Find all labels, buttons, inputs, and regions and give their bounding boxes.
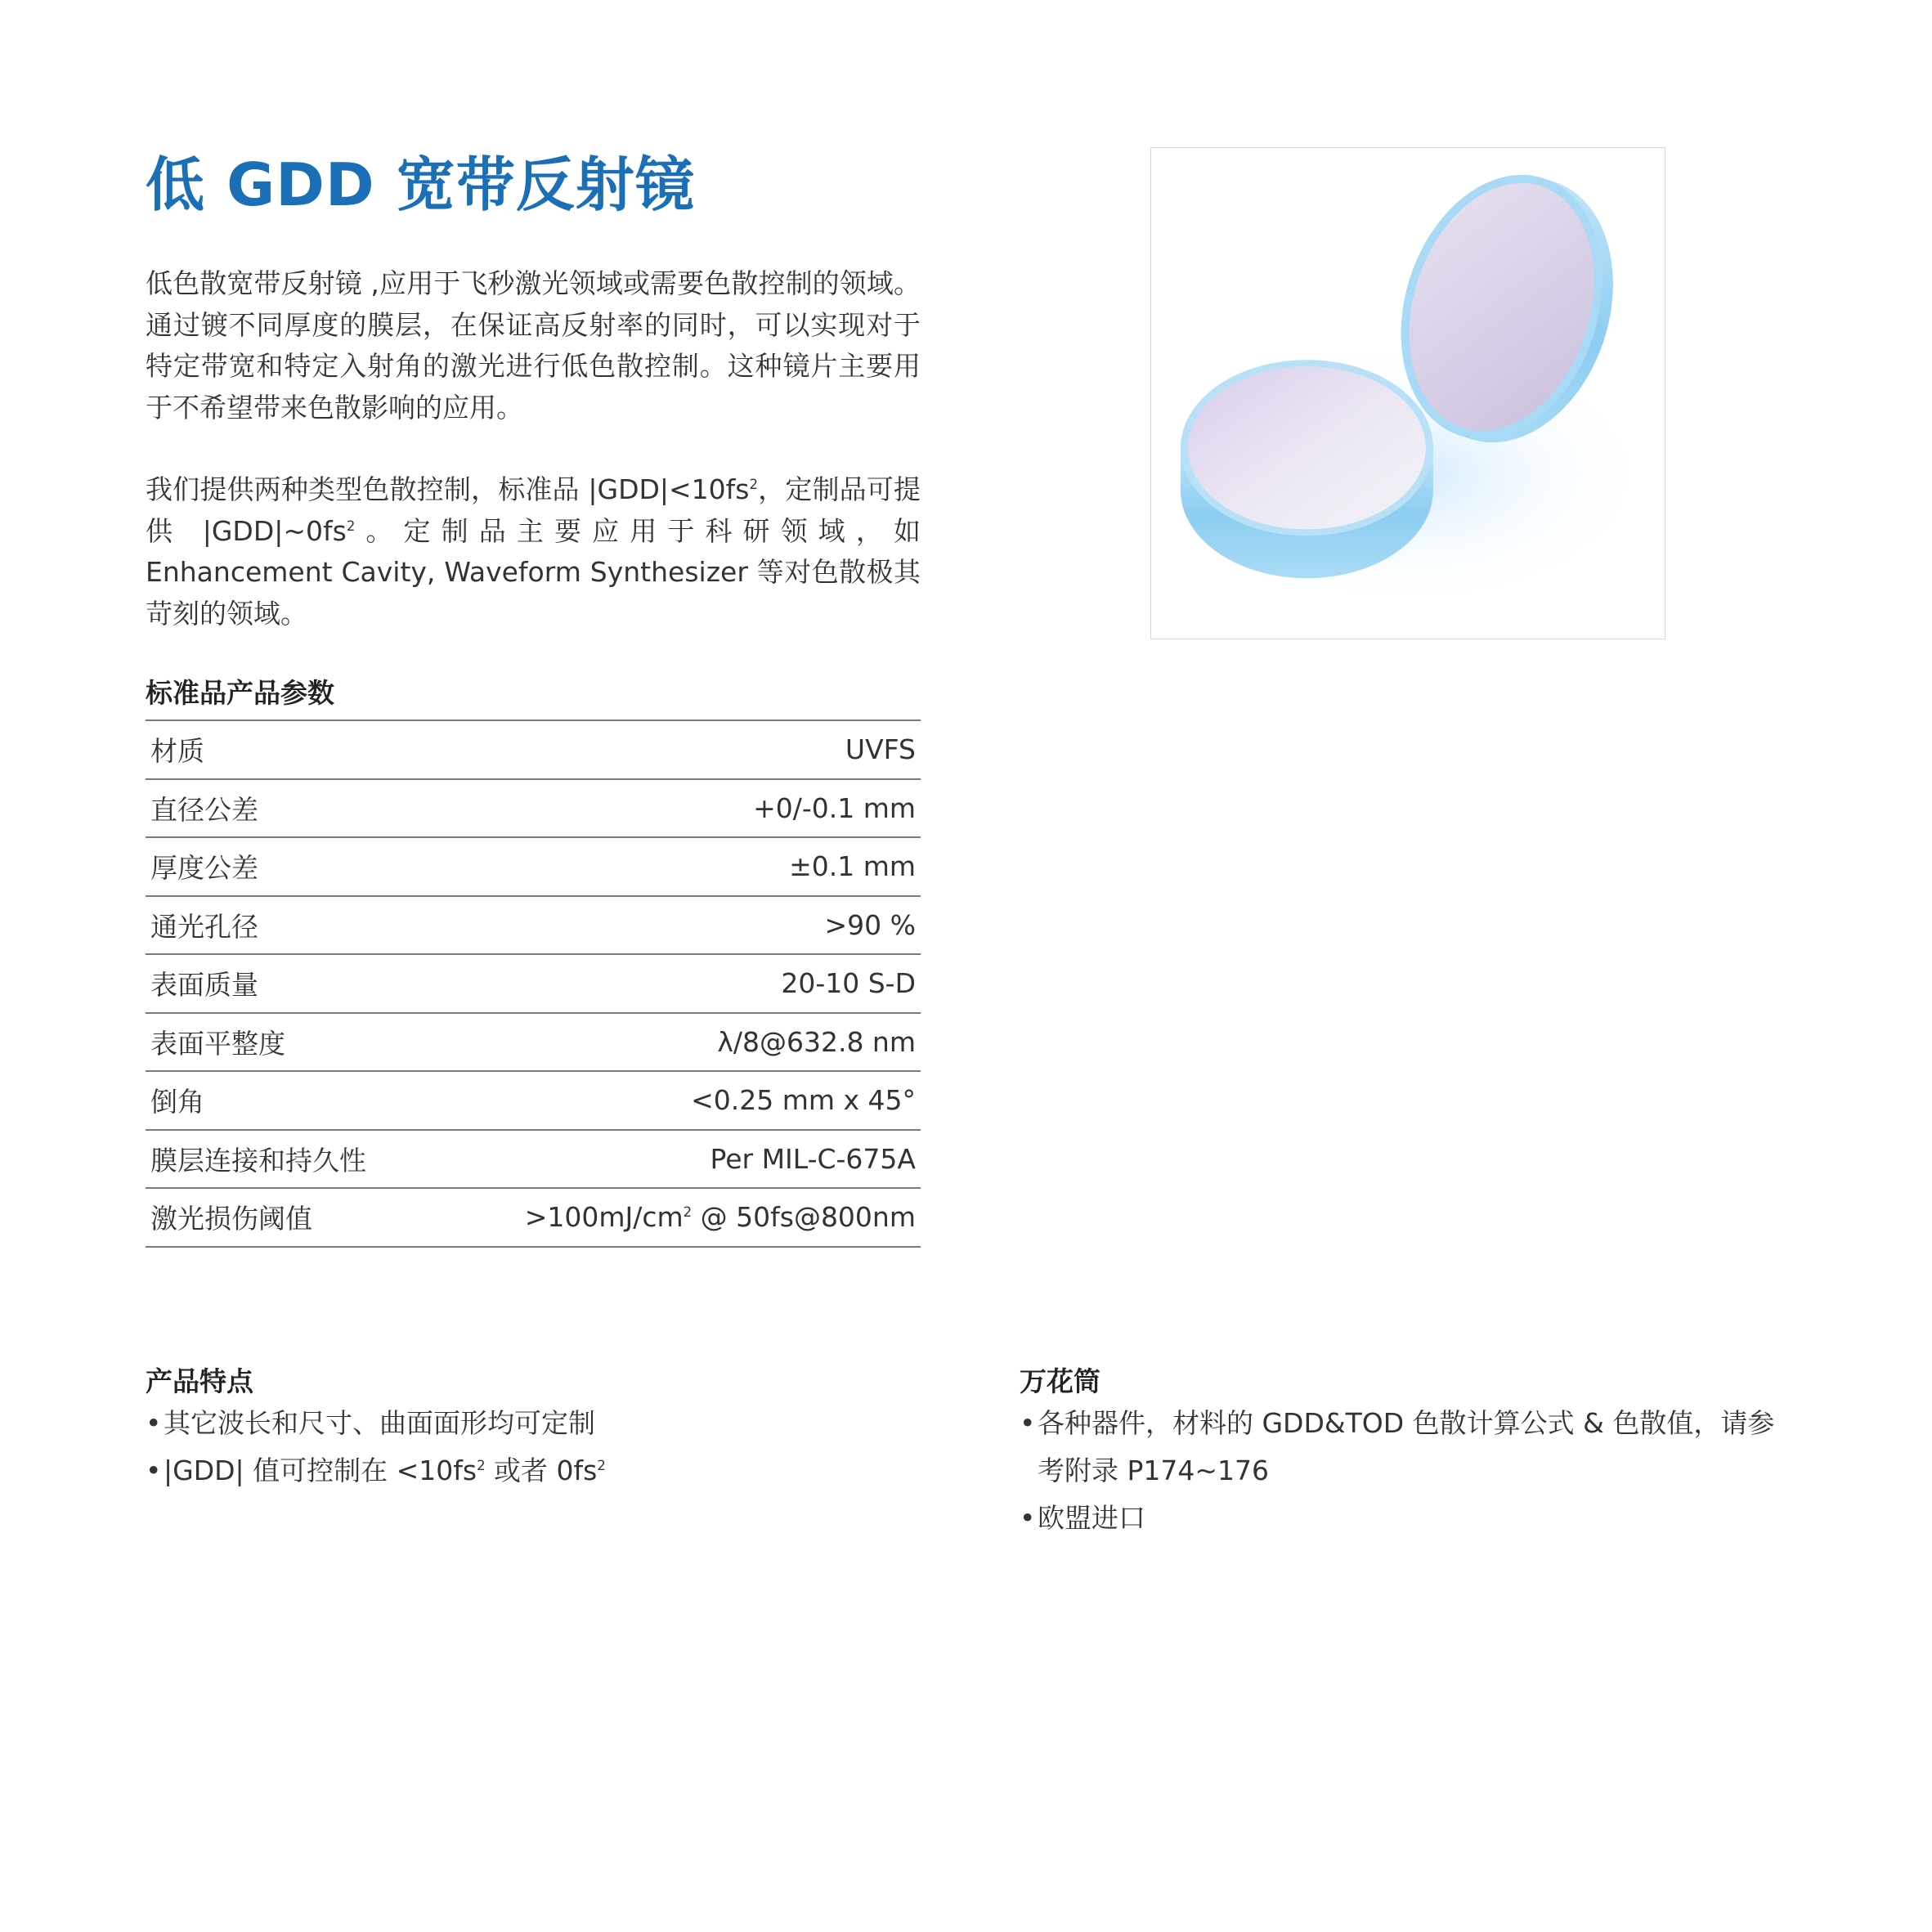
lying-mirror <box>1181 360 1433 578</box>
spec-row <box>146 838 921 897</box>
list-item: • 其它波长和尺寸、曲面面形均可定制 <box>146 1400 881 1447</box>
specs-heading: 标准品产品参数 <box>146 677 334 709</box>
spec-row <box>146 780 921 839</box>
spec-row <box>146 1189 921 1248</box>
features-heading: 产品特点 <box>146 1365 253 1397</box>
spec-table <box>146 719 921 1248</box>
intro-paragraph-2: 我们提供两种类型色散控制，标准品 $|GDD|<10fs^2$，定制品可提供 $|GDD|\sim 0fs^2$。定制品主要应用于科研领域，如 Enhancement Cavity, Waveform Synthesizer 等对色散极其苛刻的领域。 <box>146 473 921 630</box>
spec-label: 表面平整度 <box>150 1027 285 1060</box>
spec-label: 材质 <box>150 735 204 768</box>
spec-row <box>146 955 921 1014</box>
list-item: • |GDD| 值可控制在 $<10fs^2$ 或者 $0fs^2$ <box>146 1447 881 1495</box>
intro-paragraph-1: 低色散宽带反射镜 ,应用于飞秒激光领域或需要色散控制的领域。通过镀不同厚度的膜层，在保证高反射率的同时，可以实现对于特定带宽和特定入射角的激光进行低色散控制。这种镜片主要用于不希望带来色散影响的应用。 <box>146 267 921 424</box>
spec-value: ±0.1 mm <box>789 850 916 883</box>
spec-label: 通光孔径 <box>150 910 258 943</box>
spec-row <box>146 1131 921 1190</box>
spec-label: 膜层连接和持久性 <box>150 1144 366 1177</box>
spec-value: >90 % <box>824 908 916 941</box>
page-title: 低 GDD 宽带反射镜 <box>146 150 695 219</box>
kaleidoscope-heading: 万花筒 <box>1020 1365 1100 1397</box>
spec-value: $>100mJ/cm^2$ @ 50fs@800nm <box>524 1201 916 1234</box>
kaleidoscope-list <box>1020 1400 1788 1542</box>
spec-value: λ/8@632.8 nm <box>717 1025 916 1058</box>
spec-value: 20-10 S-D <box>781 967 916 1000</box>
spec-label: 表面质量 <box>150 969 258 1002</box>
spec-value: UVFS <box>845 733 916 766</box>
spec-value: +0/-0.1 mm <box>753 791 916 824</box>
spec-value: <0.25 mm x 45° <box>691 1084 916 1117</box>
spec-row <box>146 897 921 956</box>
spec-row <box>146 1014 921 1073</box>
list-item: • 欧盟进口 <box>1020 1495 1788 1542</box>
intro-text <box>146 263 921 634</box>
list-item: • 各种器件，材料的 GDD&TOD 色散计算公式 & 色散值，请参考附录 P174~176 <box>1020 1400 1788 1495</box>
spec-row <box>146 721 921 780</box>
product-photo-mirrors <box>1150 147 1665 639</box>
spec-label: 厚度公差 <box>150 852 258 885</box>
features-list <box>146 1400 881 1495</box>
spec-value: Per MIL-C-675A <box>710 1142 916 1175</box>
spec-label: 激光损伤阈值 <box>150 1203 312 1235</box>
spec-label: 倒角 <box>150 1086 204 1118</box>
spec-row <box>146 1072 921 1131</box>
spec-label: 直径公差 <box>150 793 258 826</box>
